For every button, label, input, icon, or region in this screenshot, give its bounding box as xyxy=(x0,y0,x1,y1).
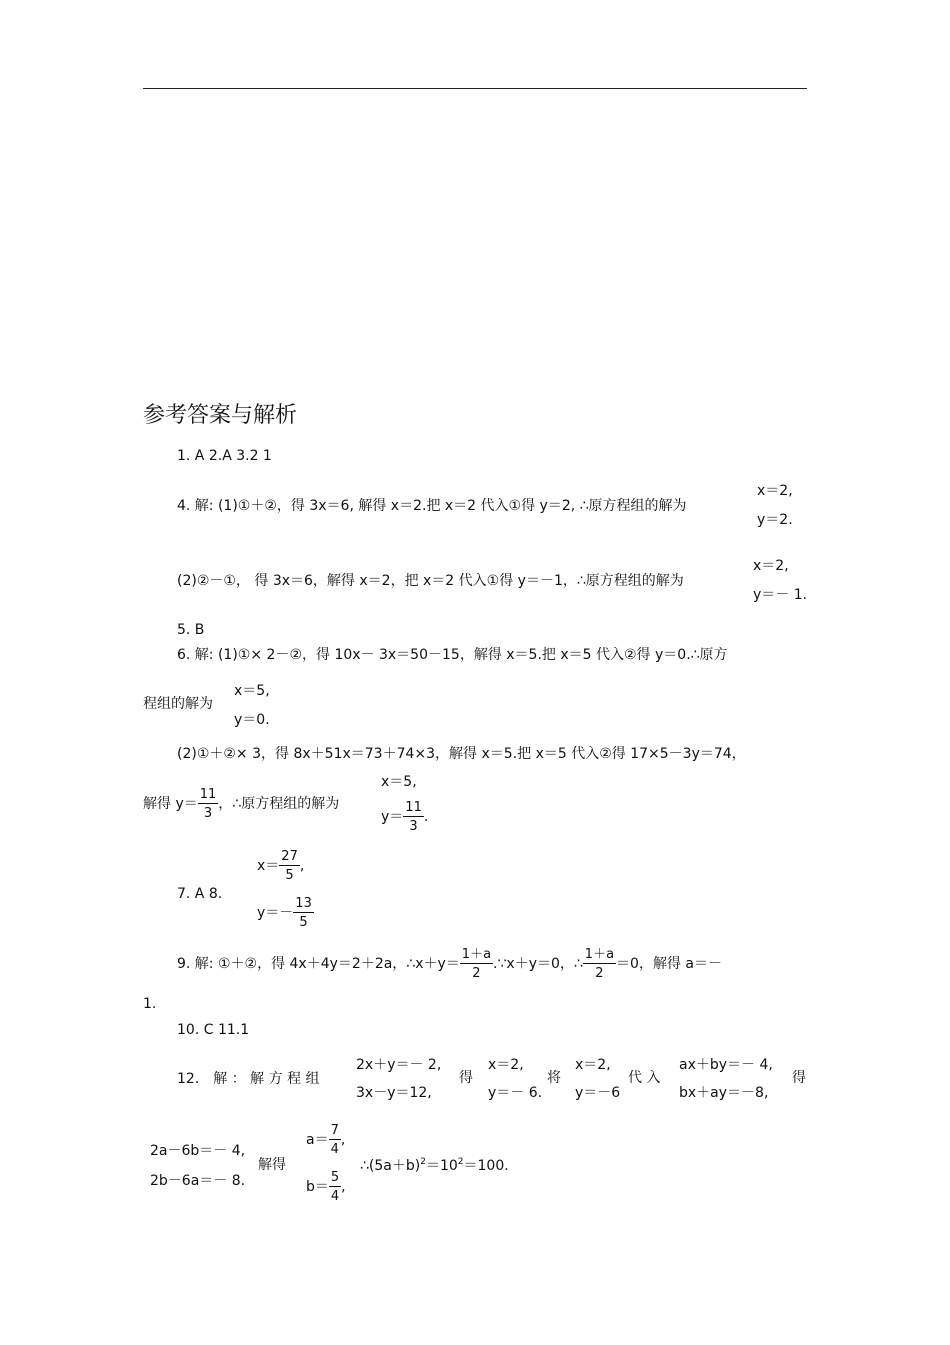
q6-2-line1: (2)①＋②× 3，得 8x＋51x＝73＋74×3，解得 x＝5.把 x＝5 代入②得 17×5－3y＝74， xyxy=(177,746,746,762)
q12-solution-b: b＝ $\frac{5}{4}$ , xyxy=(306,1170,346,1204)
q4-2-solution-x: x＝2, xyxy=(753,558,789,574)
fraction: $\frac{27}{5}$ xyxy=(281,849,298,883)
q4-solution-y: y＝2. xyxy=(757,512,793,528)
q12-solution-a: a＝ $\frac{7}{4}$ , xyxy=(306,1123,346,1157)
q6-line1: 6. 解: (1)①× 2－②，得 10x－ 3x＝50－15，解得 x＝5.把 x＝5 代入②得 y＝0.∴原方 xyxy=(177,647,728,663)
q6-2-solution-x: x＝5, xyxy=(381,774,417,790)
q12-system3-eq1: x＝2, xyxy=(575,1057,611,1073)
q12-system4-eq1: ax＋by＝－ 4, xyxy=(679,1057,773,1073)
q6-2-solve: 解得 y＝ $\frac{11}{3}$ ，∴原方程组的解为 xyxy=(143,787,340,821)
q12-system5-eq2: 2b－6a＝－ 8. xyxy=(150,1173,246,1189)
q12-de-1: 得 xyxy=(459,1070,473,1086)
page-title: 参考答案与解析 xyxy=(143,403,298,428)
fraction: $\frac{13}{5}$ xyxy=(295,896,312,930)
q12-de-2: 得 xyxy=(792,1070,806,1086)
q12-jiang: 将 xyxy=(547,1070,561,1086)
answer-5: 5. B xyxy=(177,622,205,638)
q4-solution-x: x＝2, xyxy=(757,483,793,499)
q12-system2-eq2: y＝－ 6. xyxy=(488,1085,543,1101)
fraction: $\frac{5}{4}$ xyxy=(330,1170,340,1204)
q12-dairu: 代 入 xyxy=(628,1070,661,1086)
fraction: $\frac{1+a}{2}$ xyxy=(584,947,615,981)
q9-continuation: 1. xyxy=(143,996,157,1012)
q9-line: 9. 解: ①＋②，得 4x＋4y＝2＋2a，∴x＋y＝ $\frac{1+a}{2}$ .∵x＋y＝0，∴ $\frac{1+a}{2}$ ＝0，解得 a＝－ xyxy=(177,947,722,981)
fraction: $\frac{1+a}{2}$ xyxy=(461,947,492,981)
q12-system5-eq1: 2a－6b＝－ 4, xyxy=(150,1143,246,1159)
q6-line2: 程组的解为 xyxy=(143,696,213,712)
fraction: $\frac{11}{3}$ xyxy=(405,800,422,834)
q12-result: $\therefore(5a+b)^2=10^2=100$. xyxy=(360,1157,509,1174)
answers-10-11: 10. C 11.1 xyxy=(177,1022,250,1038)
q12-jiede: 解得 xyxy=(258,1157,286,1173)
q12-system1-eq2: 3x－y＝12, xyxy=(356,1085,432,1101)
q4-2-solution-y: y＝－ 1. xyxy=(753,587,808,603)
q6-solution-y: y＝0. xyxy=(234,712,270,728)
q6-2-solution-y: y＝ $\frac{11}{3}$ . xyxy=(381,800,429,834)
q12-system2-eq1: x＝2, xyxy=(488,1057,524,1073)
q4-text: 4. 解: (1)①＋②，得 3x＝6, 解得 x＝2.把 x＝2 代入①得 y＝2, ∴原方程组的解为 xyxy=(177,498,687,514)
q12-system3-eq2: y＝－6 xyxy=(575,1085,621,1101)
fraction: $\frac{11}{3}$ xyxy=(199,787,217,821)
q8-solution-y: y＝－ $\frac{13}{5}$ xyxy=(257,896,312,930)
q4-2-text: (2)②－①， 得 3x＝6，解得 x＝2，把 x＝2 代入①得 y＝－1，∴原方程组的解为 xyxy=(177,573,684,589)
header-rule xyxy=(143,88,807,89)
q12-system1-eq1: 2x＋y＝－ 2, xyxy=(356,1057,442,1073)
answers-7-8: 7. A 8. xyxy=(177,886,223,902)
q12-label: 12． 解 ： 解 方 程 组 xyxy=(177,1071,320,1087)
answers-1-3: 1. A 2.A 3.2 1 xyxy=(177,448,272,464)
fraction: $\frac{7}{4}$ xyxy=(330,1123,339,1157)
q8-solution-x: x＝ $\frac{27}{5}$ , xyxy=(257,849,305,883)
q12-system4-eq2: bx＋ay＝－8, xyxy=(679,1085,769,1101)
q6-solution-x: x＝5, xyxy=(234,683,270,699)
